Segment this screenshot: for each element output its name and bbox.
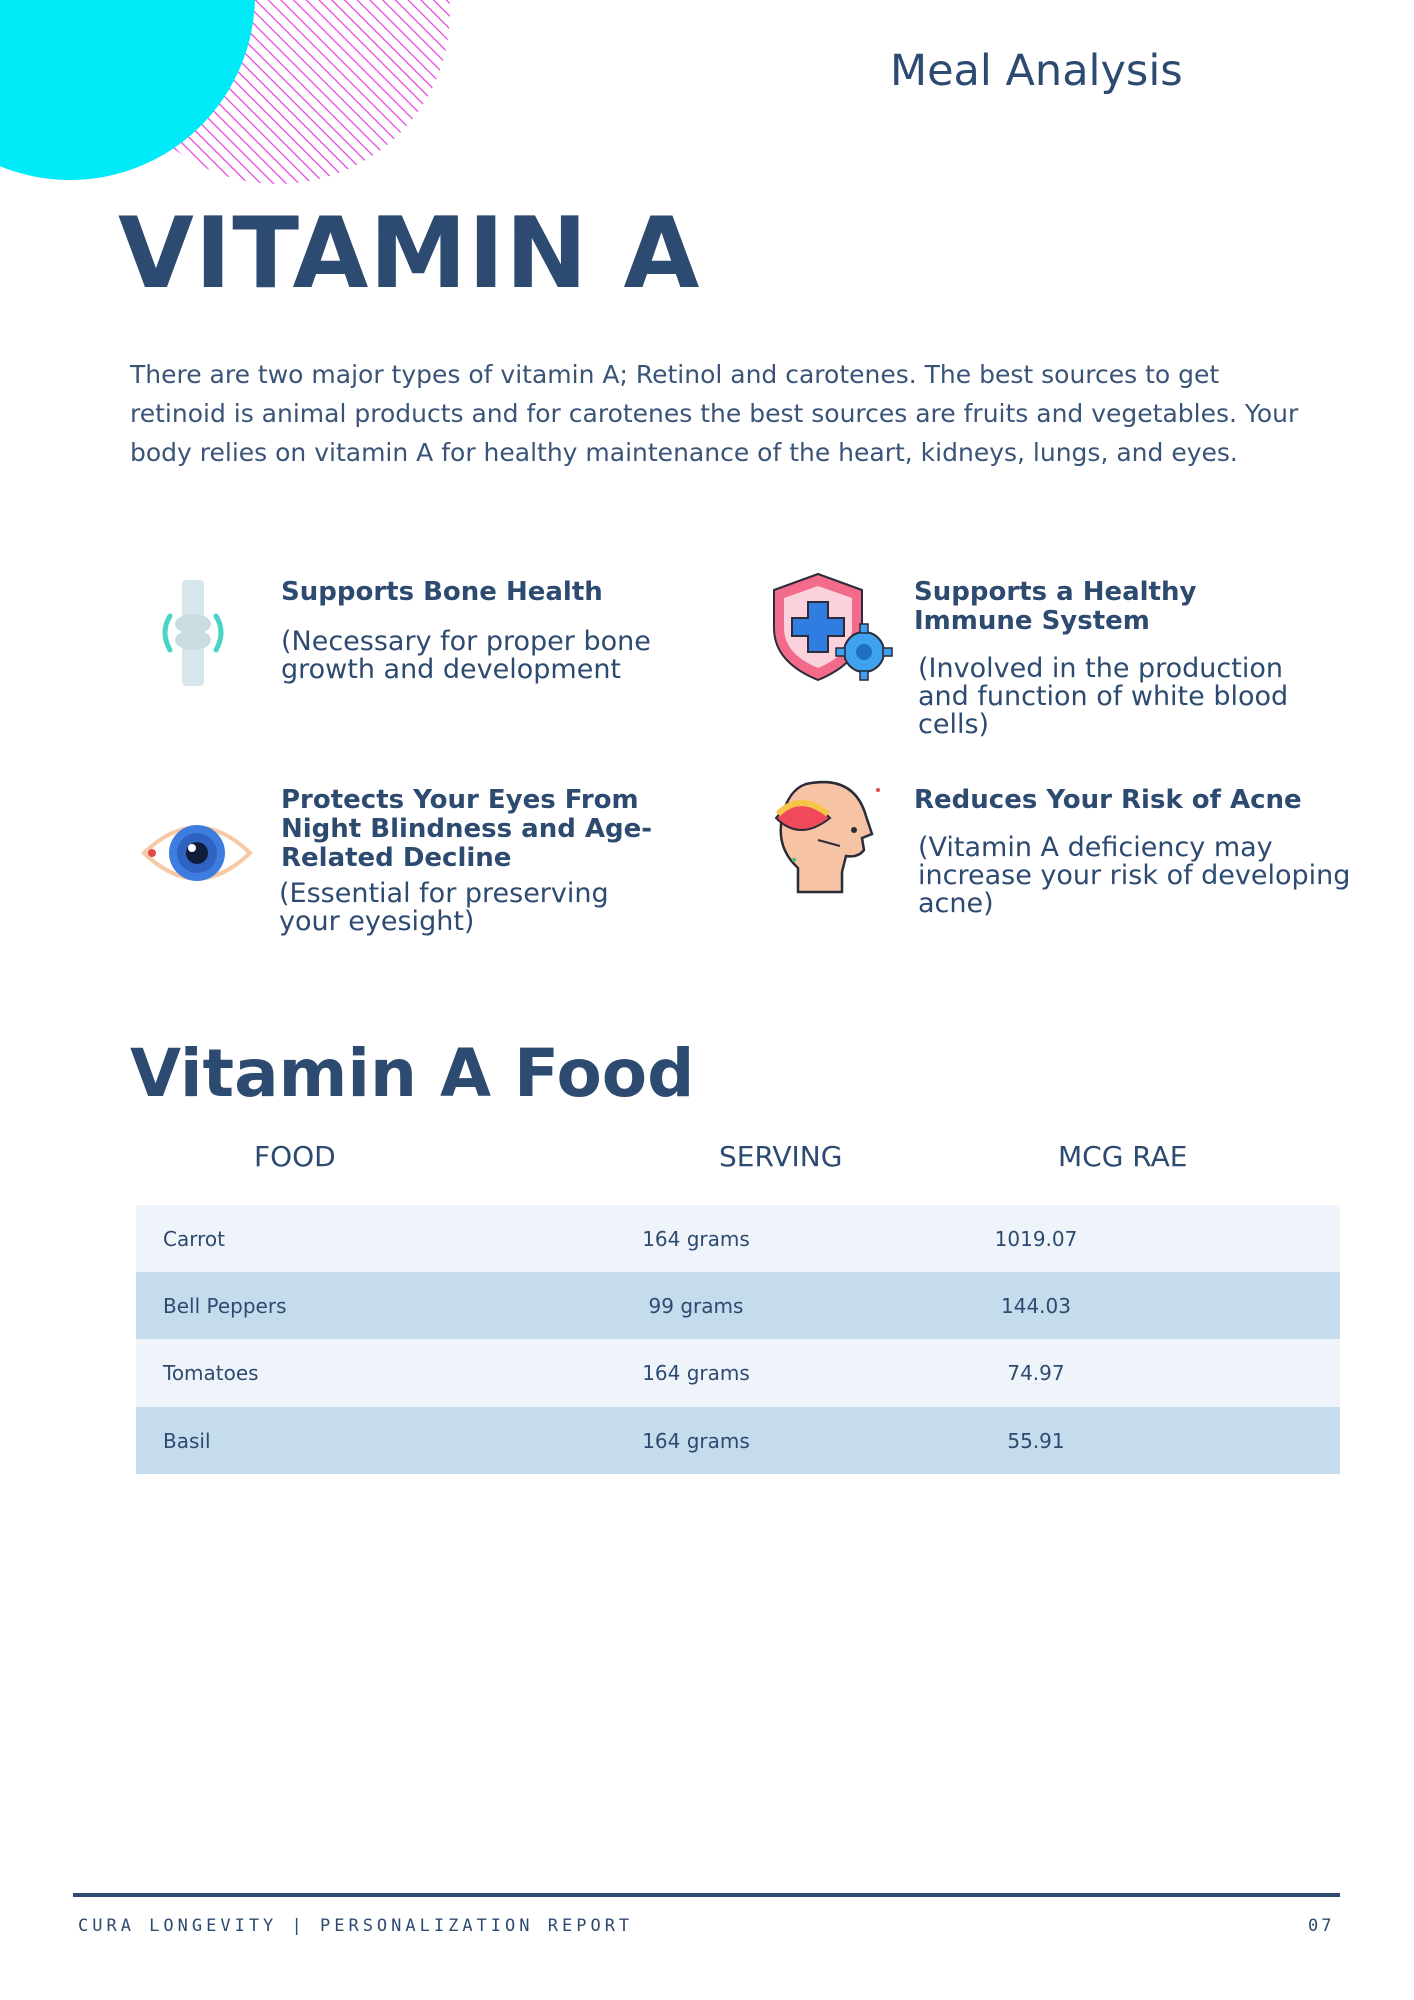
food-cell: Basil xyxy=(163,1428,211,1453)
benefit-title: Supports a Healthy Immune System xyxy=(914,577,1197,636)
food-cell: Tomatoes xyxy=(163,1361,259,1385)
benefit-description: (Necessary for proper bone growth and development xyxy=(281,626,651,685)
food-section-title: Vitamin A Food xyxy=(130,1035,695,1112)
page-number: 07 xyxy=(1308,1916,1335,1936)
rae-cell: 1019.07 xyxy=(994,1226,1078,1251)
table-row xyxy=(136,1339,1340,1407)
column-header-serving: SERVING xyxy=(719,1140,843,1173)
benefit-title: Supports Bone Health xyxy=(281,577,603,607)
corner-decoration xyxy=(0,0,460,190)
table-row xyxy=(136,1205,1340,1272)
acne-face-icon xyxy=(768,776,893,896)
column-header-rae: MCG RAE xyxy=(1058,1140,1188,1173)
food-cell: Bell Peppers xyxy=(163,1293,287,1318)
benefit-acne xyxy=(768,776,1368,936)
bone-joint-icon xyxy=(148,578,238,688)
rae-cell: 74.97 xyxy=(1007,1361,1065,1385)
footer-divider xyxy=(73,1893,1340,1897)
footer-report-label: CURA LONGEVITY | PERSONALIZATION REPORT xyxy=(78,1916,634,1936)
serving-cell: 164 grams xyxy=(642,1428,750,1453)
intro-paragraph: There are two major types of vitamin A; Retinol and carotenes. The best sources to get retinoid is animal products and for carotenes the best sources are fruits and vegetables. Your body relies on vitamin A for healthy maintenance of the heart, kidneys, lungs, and eyes. xyxy=(130,360,1299,467)
eye-icon xyxy=(138,808,256,898)
table-row xyxy=(136,1407,1340,1474)
food-table xyxy=(136,1205,1340,1474)
benefit-description: (Essential for preserving your eyesight) xyxy=(279,878,609,937)
benefit-immune-system xyxy=(768,577,1368,740)
rae-cell: 144.03 xyxy=(1001,1293,1071,1318)
serving-cell: 164 grams xyxy=(642,1226,750,1251)
rae-cell: 55.91 xyxy=(1007,1428,1065,1453)
page-title: VITAMIN A xyxy=(118,197,701,311)
serving-cell: 164 grams xyxy=(642,1361,750,1385)
benefit-description: (Vitamin A deficiency may increase your risk of developing acne) xyxy=(918,832,1351,919)
benefit-title: Reduces Your Risk of Acne xyxy=(914,785,1302,815)
immune-shield-icon xyxy=(768,570,893,690)
column-header-food: FOOD xyxy=(254,1140,336,1173)
benefit-description: (Involved in the production and function of white blood cells) xyxy=(918,653,1289,740)
food-cell: Carrot xyxy=(163,1226,225,1251)
benefit-title: Protects Your Eyes From Night Blindness and Age-Related Decline xyxy=(281,785,653,873)
section-header-title: Meal Analysis xyxy=(890,46,1183,96)
benefit-eye-health xyxy=(138,786,738,946)
table-row xyxy=(136,1272,1340,1339)
serving-cell: 99 grams xyxy=(648,1293,744,1318)
benefit-bone-health xyxy=(138,578,738,708)
